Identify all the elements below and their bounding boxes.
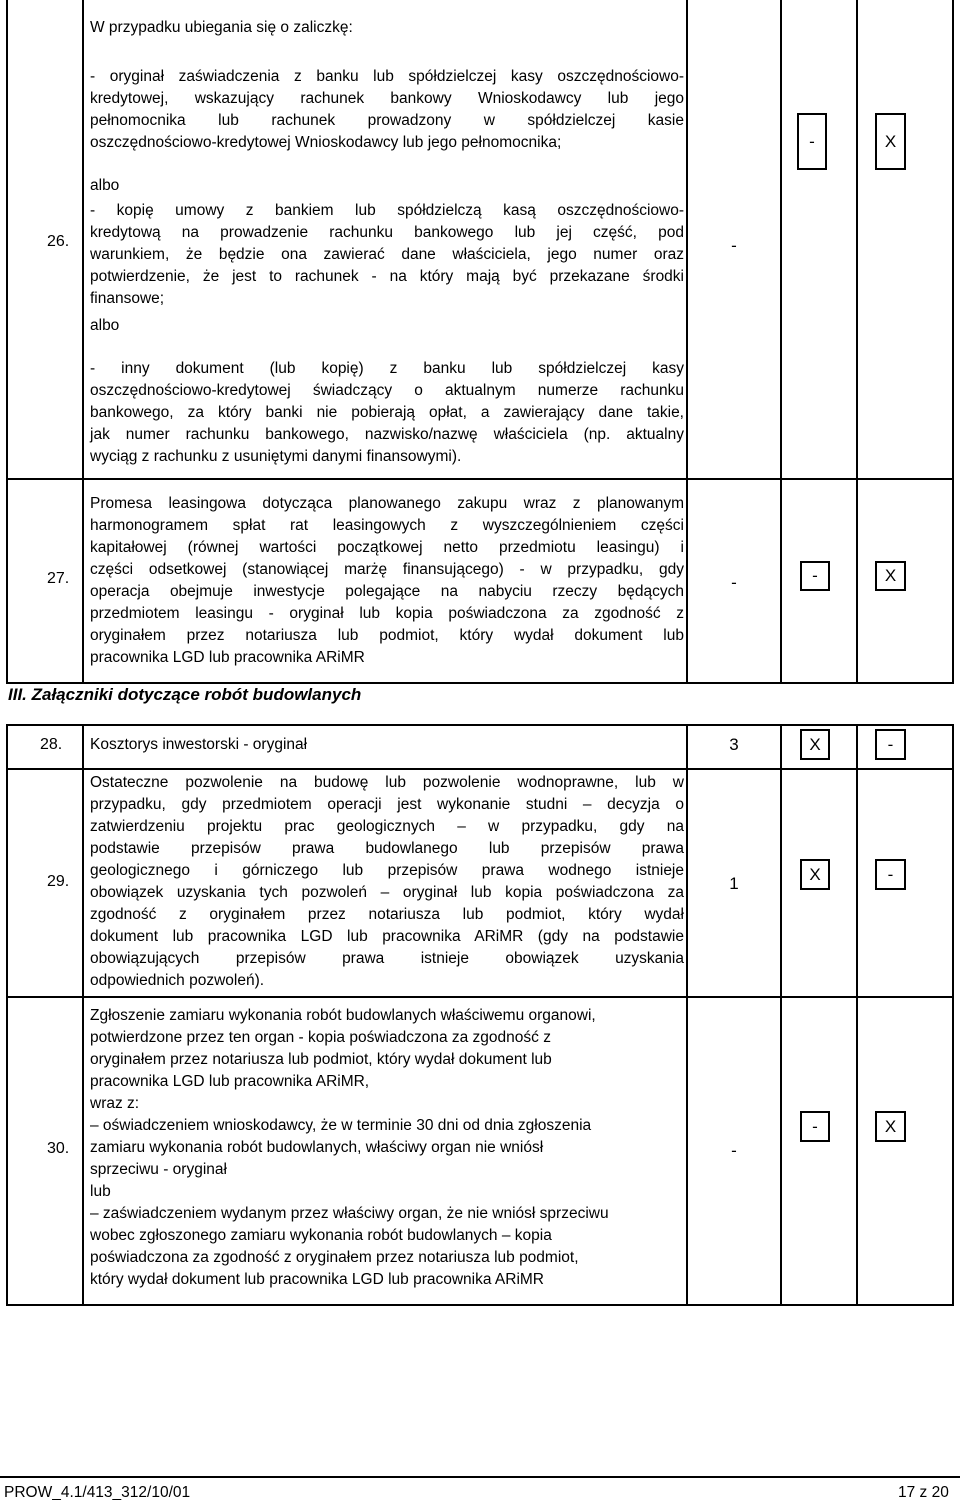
row28-col2-value: - bbox=[887, 734, 894, 754]
row28-col1-checkbox[interactable] bbox=[800, 729, 830, 760]
count-column-divider-2 bbox=[780, 724, 782, 1306]
row26-number: 26. bbox=[47, 233, 70, 250]
row27-number: 27. bbox=[47, 570, 70, 587]
row30-line: sprzeciwu - oryginał bbox=[90, 1161, 227, 1178]
row29-line: dokument lub pracownika LGD lub pracownika ARiMR (gdy na podstawie bbox=[90, 928, 684, 945]
row26-albo-1: albo bbox=[90, 177, 120, 194]
col1-divider bbox=[856, 0, 858, 682]
row26-p3-line: jak numer rachunku bankowego, nazwisko/nazwę właściciela (np. aktualny bbox=[90, 426, 684, 443]
row26-p3-line: bankowego, za który banki nie pobierają opłat, a zawierający dane takie, bbox=[90, 404, 684, 421]
row29-line: Ostateczne pozwolenie na budowę lub pozwolenie wodnoprawne, lub w bbox=[90, 774, 684, 791]
row28-col1-value: X bbox=[809, 734, 821, 754]
row29-col2-value: - bbox=[887, 864, 894, 884]
row27-line: operacja obejmuje inwestycje polegające na nabyciu rzeczy będących bbox=[90, 583, 684, 600]
row26-p3-line: oszczędnościowo-kredytowej świadczący o aktualnym numerze rachunku bbox=[90, 382, 684, 399]
row28-text: Kosztorys inwestorski - oryginał bbox=[90, 736, 308, 753]
row30-line: który wydał dokument lub pracownika LGD lub pracownika ARiMR bbox=[90, 1271, 545, 1288]
row30-top-border bbox=[6, 996, 954, 998]
row29-line: podstawie przepisów prawa budowlanego lub przepisów prawa bbox=[90, 840, 684, 857]
table-bottom-border bbox=[6, 1304, 954, 1306]
table-left-border bbox=[6, 0, 8, 682]
row29-line: zatwierdzeniu projektu prac geologicznych – w przypadku, gdy na bbox=[90, 818, 684, 835]
row30-line: – oświadczeniem wnioskodawcy, że w terminie 30 dni od dnia zgłoszenia bbox=[90, 1117, 592, 1134]
row27-col2-checkbox[interactable] bbox=[875, 561, 906, 591]
row28-top-border bbox=[6, 724, 954, 726]
row27-line: pracownika LGD lub pracownika ARiMR bbox=[90, 649, 365, 666]
text-column-divider bbox=[686, 0, 688, 682]
row29-line: odpowiednich pozwoleń). bbox=[90, 972, 265, 989]
footer-page-number: 17 z 20 bbox=[898, 1484, 949, 1501]
row30-col1-value: - bbox=[812, 1116, 818, 1136]
row29-line: obowiązek uzyskania tych pozwoleń – oryginał lub kopia poświadczona za bbox=[90, 884, 684, 901]
row27-col1-checkbox[interactable] bbox=[800, 561, 830, 591]
row29-line: zgodność z oryginałem przez notariusza lub podmiot, który wydał bbox=[90, 906, 684, 923]
row26-col2-value: X bbox=[884, 131, 897, 151]
row27-line: kapitałowej (równej wartości początkowej netto przedmiotu leasingu) i bbox=[90, 539, 684, 556]
row26-p2-line: finansowe; bbox=[90, 290, 165, 307]
number-column-divider-2 bbox=[82, 724, 84, 1306]
row29-col1-checkbox[interactable] bbox=[800, 859, 830, 890]
row28-count: 3 bbox=[729, 735, 739, 754]
row28-number: 28. bbox=[40, 736, 63, 753]
row30-line: pracownika LGD lub pracownika ARiMR, bbox=[90, 1073, 370, 1090]
row29-line: obowiązujących przepisów prawa istnieje obowiązek uzyskania bbox=[90, 950, 684, 967]
row30-number: 30. bbox=[47, 1140, 70, 1157]
row27-line: harmonogramem spłat rat leasingowych z wyszczególnieniem części bbox=[90, 517, 684, 534]
row30-col2-value: X bbox=[884, 1116, 897, 1136]
row30-line: zamiaru wykonania robót budowlanych, właściwy organ nie wniósł bbox=[90, 1139, 544, 1156]
row27-top-border bbox=[6, 478, 954, 480]
row26-p2-line: kredytową na prowadzenie rachunku bankowego lub jej część, pod bbox=[90, 224, 684, 241]
row30-line: lub bbox=[90, 1183, 111, 1200]
row30-line: wobec zgłoszonego zamiaru wykonania robót budowlanych – kopia bbox=[90, 1227, 552, 1244]
row27-col2-value: X bbox=[884, 566, 897, 585]
section-title: III. Załączniki dotyczące robót budowlanych bbox=[8, 685, 362, 704]
count-column-divider bbox=[780, 0, 782, 682]
table-right-border bbox=[952, 0, 954, 682]
row29-line: przypadku, gdy przedmiotem operacji jest wykonanie studni – decyzja o bbox=[90, 796, 684, 813]
row27-line: części odsetkowej (stanowiącej marżę finansującego) - w przypadku, gdy bbox=[90, 561, 684, 578]
row27-line: przedmiotem leasingu - oryginał lub kopia poświadczona za zgodność z bbox=[90, 605, 684, 622]
row26-col1-value: - bbox=[809, 131, 815, 151]
row30-line: wraz z: bbox=[90, 1095, 140, 1112]
row29-col1-value: X bbox=[809, 864, 821, 884]
row26-p2-line: - kopię umowy z bankiem lub spółdzielczą kasą oszczędnościowo- bbox=[90, 202, 684, 219]
row30-line: potwierdzone przez ten organ - kopia poświadczona za zgodność z bbox=[90, 1029, 551, 1046]
row26-p3-line: wyciąg z rachunku z usuniętymi danymi finansowymi). bbox=[90, 448, 462, 465]
footer-rule bbox=[0, 1476, 960, 1478]
row30-col1-checkbox[interactable] bbox=[800, 1111, 830, 1142]
row26-intro: W przypadku ubiegania się o zaliczkę: bbox=[90, 19, 353, 36]
row26-albo-2: albo bbox=[90, 317, 120, 334]
row26-p1-line: kredytowej, wskazujący rachunek bankowy Wnioskodawcy lub jego bbox=[90, 90, 684, 107]
row27-col1-value: - bbox=[812, 566, 818, 585]
row26-p3-line: - inny dokument (lub kopię) z banku lub spółdzielczej kasy bbox=[90, 360, 684, 377]
row26-p2-line: potwierdzenie, że jest to rachunek - na który mają być przekazane środki bbox=[90, 268, 684, 285]
table-left-border-2 bbox=[6, 724, 8, 1306]
row26-p1-line: oszczędnościowo-kredytowej Wnioskodawcy lub jego pełnomocnika; bbox=[90, 134, 562, 151]
row26-col2-checkbox[interactable] bbox=[875, 113, 906, 170]
text-column-divider-2 bbox=[686, 724, 688, 1306]
row26-p2-line: warunkiem, że będzie ona zawierać dane właściciela, jego numer oraz bbox=[90, 246, 684, 263]
row30-line: – zaświadczeniem wydanym przez właściwy organ, że nie wniósł sprzeciwu bbox=[90, 1205, 609, 1222]
row27-line: Promesa leasingowa dotycząca planowanego zakupu wraz z planowanym bbox=[90, 495, 684, 512]
row30-col2-checkbox[interactable] bbox=[875, 1111, 906, 1142]
row27-count: - bbox=[731, 573, 737, 592]
row26-col1-checkbox[interactable] bbox=[797, 113, 827, 170]
row30-line: oryginałem przez notariusza lub podmiot, który wydał dokument lub bbox=[90, 1051, 552, 1068]
row30-line: Zgłoszenie zamiaru wykonania robót budowlanych właściwemu organowi, bbox=[90, 1007, 596, 1024]
row30-count: - bbox=[731, 1141, 737, 1160]
row27-bottom-border bbox=[6, 682, 954, 684]
row30-line: poświadczona za zgodność z oryginałem przez notariusza lub podmiot, bbox=[90, 1249, 579, 1266]
footer-document-code: PROW_4.1/413_312/10/01 bbox=[4, 1484, 191, 1501]
row26-p1-line: pełnomocnika lub rachunek prowadzony w spółdzielczej kasie bbox=[90, 112, 684, 129]
row29-count: 1 bbox=[729, 874, 739, 893]
row26-p1-line: - oryginał zaświadczenia z banku lub spółdzielczej kasy oszczędnościowo- bbox=[90, 68, 684, 85]
table-right-border-2 bbox=[952, 724, 954, 1306]
row29-line: geologicznego i górniczego lub przepisów prawa wodnego istnieje bbox=[90, 862, 684, 879]
row28-bottom-border bbox=[6, 768, 954, 770]
number-column-divider bbox=[82, 0, 84, 682]
row29-number: 29. bbox=[47, 873, 70, 890]
row26-count: - bbox=[731, 236, 737, 255]
col1-divider-2 bbox=[856, 724, 858, 1306]
row29-col2-checkbox[interactable] bbox=[875, 859, 906, 890]
row28-col2-checkbox[interactable] bbox=[875, 729, 906, 760]
row27-line: oryginałem przez notariusza lub podmiot, który wydał dokument lub bbox=[90, 627, 684, 644]
